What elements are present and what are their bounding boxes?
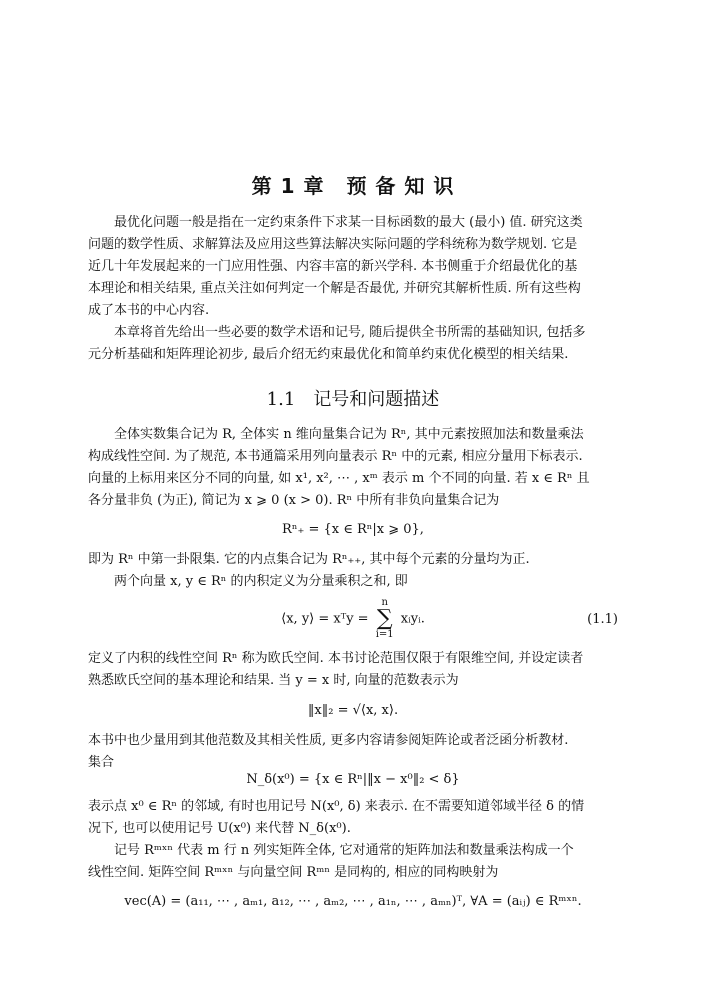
text-line: 问题的数学性质、求解算法及应用这些算法解决实际问题的学科统称为数学规划. 它是	[88, 237, 578, 252]
body-paragraph-3	[88, 424, 618, 512]
equation-number: (1.1)	[587, 612, 618, 627]
text-line: 最优化问题一般是指在一定约束条件下求某一目标函数的最大 (最小) 值. 研究这类	[114, 215, 583, 230]
equation-norm: ‖x‖₂ = √⟨x, x⟩.	[307, 703, 399, 718]
intro-paragraph-2	[88, 322, 618, 366]
body-paragraph-4	[88, 549, 618, 571]
text-line: 元分析基础和矩阵理论初步, 最后介绍无约束最优化和简单约束优化模型的相关结果.	[88, 347, 569, 362]
chapter-name: 预 备 知 识	[346, 174, 455, 198]
text-line: 近几十年发展起来的一门应用性强、内容丰富的新兴学科. 本书侧重于介绍最优化的基	[88, 259, 578, 274]
equation-neighborhood: N_δ(x⁰) = {x ∈ Rⁿ|‖x − x⁰‖₂ < δ}	[246, 772, 460, 787]
sigma-icon: ∑	[376, 606, 393, 631]
text-line: 本理论和相关结果, 重点关注如何判定一个解是否最优, 并研究其解析性质. 所有这些构	[88, 281, 581, 296]
chapter-number: 第 1 章	[251, 174, 325, 198]
intro-paragraph-1	[88, 212, 618, 322]
body-paragraph-5	[88, 571, 618, 593]
body-paragraph-6	[88, 648, 618, 692]
text-line: 成了本书的中心内容.	[88, 303, 210, 318]
text-line: 本书中也少量用到其他范数及其相关性质, 更多内容请参阅矩阵论或者泛函分析教材.	[88, 733, 569, 748]
text-line: 定义了内积的线性空间 Rⁿ 称为欧氏空间. 本书讨论范围仅限于有限维空间, 并设定读者	[88, 651, 584, 666]
body-paragraph-7	[88, 730, 618, 774]
text-line: 各分量非负 (为正), 简记为 x ⩾ 0 (x > 0). Rⁿ 中所有非负向量集合记为	[88, 493, 500, 508]
text-line: 全体实数集合记为 R, 全体实 n 维向量集合记为 Rⁿ, 其中元素按照加法和数量乘法	[114, 427, 584, 442]
eq-rhs: xᵢyᵢ.	[400, 611, 425, 627]
text-line: 构成线性空间. 为了规范, 本书通篇采用列向量表示 Rⁿ 中的元素, 相应分量用下标表示.	[88, 449, 583, 464]
equation-nonnegative-orthant: Rⁿ₊ = {x ∈ Rⁿ|x ⩾ 0},	[282, 522, 424, 537]
body-paragraph-8	[88, 796, 618, 840]
text-line: 集合	[88, 755, 115, 770]
body-paragraph-9	[88, 840, 618, 884]
eq-lhs: ⟨x, y⟩ = xᵀy =	[281, 611, 369, 627]
text-line: 记号 Rᵐˣⁿ 代表 m 行 n 列实矩阵全体, 它对通常的矩阵加法和数量乘法构成一个	[114, 843, 574, 858]
equation-inner-product	[88, 598, 618, 640]
text-line: 即为 Rⁿ 中第一卦限集. 它的内点集合记为 Rⁿ₊₊, 其中每个元素的分量均为正.	[88, 552, 530, 567]
section-name: 记号和问题描述	[313, 389, 440, 410]
text-line: 线性空间. 矩阵空间 Rᵐˣⁿ 与向量空间 Rᵐⁿ 是同构的, 相应的同构映射为	[88, 865, 499, 880]
text-line: 表示点 x⁰ ∈ Rⁿ 的邻域, 有时也用记号 N(x⁰, δ) 来表示. 在不需要知道邻域半径 δ 的情	[88, 799, 585, 814]
text-line: 况下, 也可以使用记号 U(x⁰) 来代替 N_δ(x⁰).	[88, 821, 351, 836]
sum-lower-limit: i=1	[375, 629, 394, 640]
chapter-title	[0, 170, 706, 199]
equation-vec-isomorphism: vec(A) = (a₁₁, ⋯ , aₘ₁, a₁₂, ⋯ , aₘ₂, ⋯ , a₁ₙ, ⋯ , aₘₙ)ᵀ, ∀A = (aᵢⱼ) ∈ Rᵐˣⁿ.	[124, 894, 582, 909]
text-line: 两个向量 x, y ∈ Rⁿ 的内积定义为分量乘积之和, 即	[114, 574, 408, 589]
text-line: 本章将首先给出一些必要的数学术语和记号, 随后提供全书所需的基础知识, 包括多	[114, 325, 586, 340]
sum-upper-limit: n	[381, 597, 388, 608]
section-title	[0, 385, 706, 411]
summation-sign	[376, 598, 394, 640]
text-line: 向量的上标用来区分不同的向量, 如 x¹, x², ⋯ , xᵐ 表示 m 个不同的向量. 若 x ∈ Rⁿ 且	[88, 471, 590, 486]
text-line: 熟悉欧氏空间的基本理论和结果. 当 y = x 时, 向量的范数表示为	[88, 673, 459, 688]
section-number: 1.1	[266, 389, 296, 410]
